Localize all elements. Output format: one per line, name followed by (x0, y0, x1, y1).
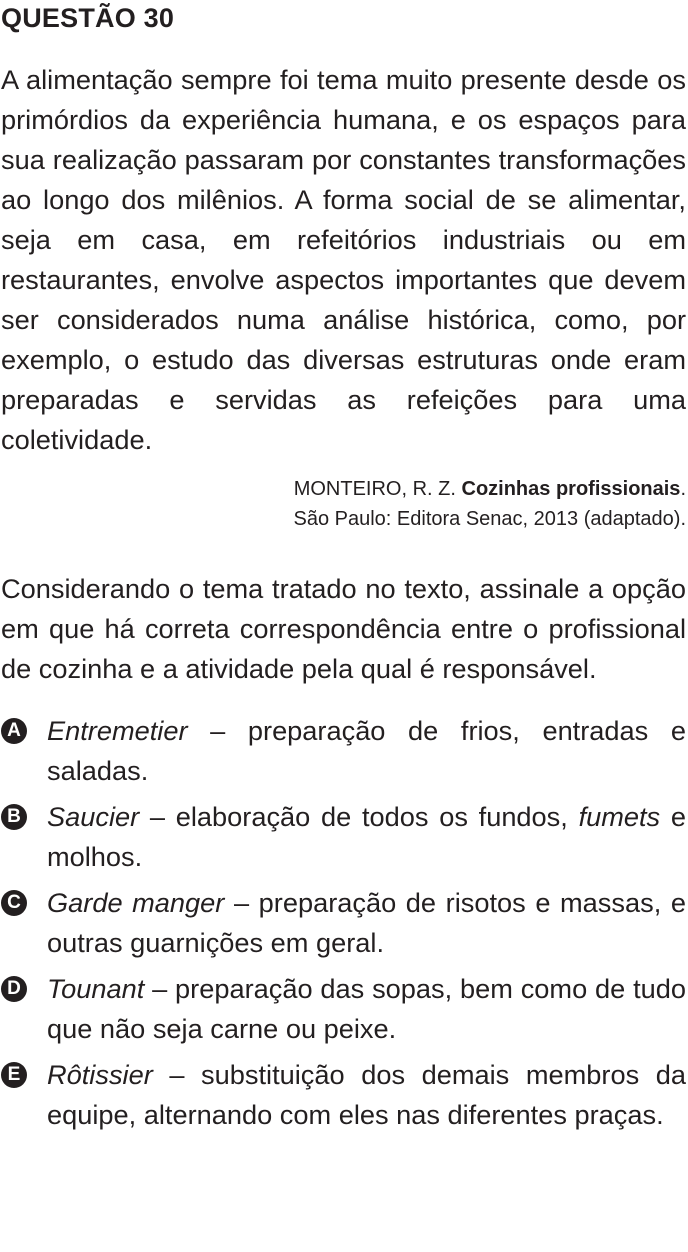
source-citation (1, 474, 686, 534)
option-a[interactable] (1, 711, 686, 791)
option-b-term: Saucier (47, 801, 140, 832)
source-publisher: São Paulo: Editora Senac, 2013 (adaptado). (293, 508, 686, 530)
source-book-title: Cozinhas profissionais (461, 478, 681, 500)
option-b[interactable] (1, 797, 686, 877)
option-e-term: Rôtissier (47, 1059, 153, 1090)
option-b-tail: e molhos. (47, 801, 687, 872)
passage-text: A alimentação sempre foi tema muito presente desde os primórdios da experiência humana, e os espaços para sua realização passaram por constantes transformações ao longo dos milênios. A forma social de se alimentar, seja em casa, em refeitórios industriais ou em restaurantes, envolve aspectos importantes que devem ser considerados numa análise histórica, como, por exemplo, o estudo das diversas estruturas onde eram preparadas e servidas as refeições para uma coletividade. (1, 64, 686, 455)
source-author: MONTEIRO, R. Z. (293, 478, 462, 500)
option-d[interactable] (1, 969, 686, 1049)
option-c[interactable] (1, 883, 686, 963)
option-a-text: – preparação de frios, entradas e saladas. (47, 715, 686, 786)
question-prompt: Considerando o tema tratado no texto, assinale a opção em que há correta correspondência entre o profissional de cozinha e a atividade pela qual é responsável. (1, 573, 686, 684)
option-e[interactable] (1, 1055, 686, 1135)
option-e-letter-icon: E (1, 1062, 27, 1088)
source-line-1 (1, 474, 686, 504)
option-d-letter-icon: D (1, 976, 27, 1002)
option-d-term: Tounant (47, 973, 145, 1004)
option-a-term: Entremetier (47, 715, 188, 746)
option-c-text: – preparação de risotos e massas, e outras guarnições em geral. (47, 887, 686, 958)
option-e-text: – substituição dos demais membros da equipe, alternando com eles nas diferentes praças. (47, 1059, 686, 1130)
option-a-letter-icon: A (1, 718, 27, 744)
option-b-text: – elaboração de todos os fundos, (139, 801, 579, 832)
option-b-italic-word: fumets (578, 801, 661, 832)
answer-options (1, 711, 686, 1135)
option-c-term: Garde manger (47, 887, 225, 918)
option-b-letter-icon: B (1, 804, 27, 830)
option-d-text: – preparação das sopas, bem como de tudo que não seja carne ou peixe. (47, 973, 686, 1044)
option-c-letter-icon: C (1, 890, 27, 916)
source-period: . (680, 478, 686, 500)
question-title: QUESTÃO 30 (1, 3, 175, 33)
